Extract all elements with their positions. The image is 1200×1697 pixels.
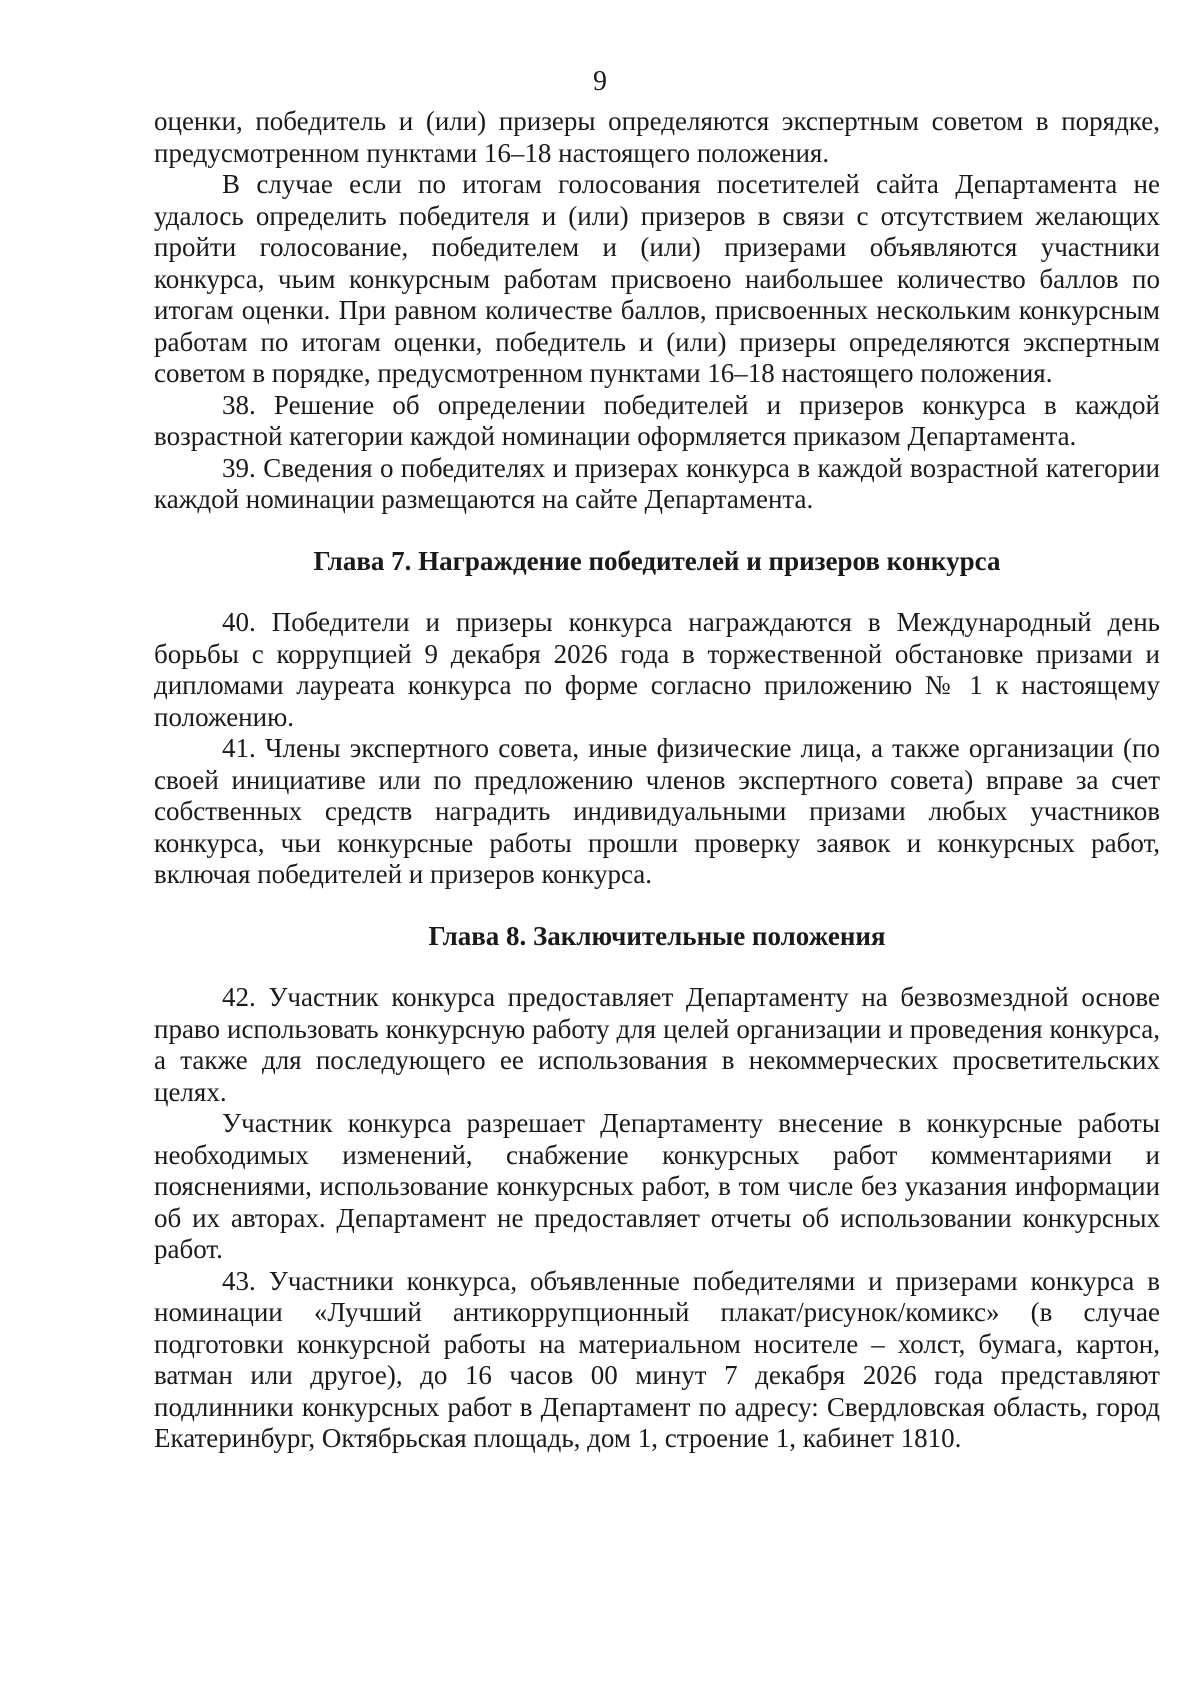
page-number: 9 xyxy=(593,66,607,97)
chapter-8-body xyxy=(154,982,1160,1455)
chapter-8-heading: Глава 8. Заключительные положения xyxy=(428,920,886,951)
paragraph-38: 38. Решение об определении победителей и призеров конкурса в каждой возрастной категории каждой номинации оформляется приказом Департамента. xyxy=(154,389,1160,451)
document-body xyxy=(154,106,1160,1455)
paragraph-42-continued: Участник конкурса разрешает Департаменту внесение в конкурсные работы необходимых изменений, снабжение конкурсных работ комментариями и пояснениями, использование конкурсных работ, в том числе без указания информации об их авторах. Департамент не предоставляет отчеты об использовании конкурсных работ. xyxy=(154,1108,1160,1264)
paragraph-voting-fallback: В случае если по итогам голосования посетителей сайта Департамента не удалось определить победителя и (или) призеров в связи с отсутствием желающих пройти голосование, победителем и (или) призерами объявляются участники конкурса, чьим конкурсным работам присвоено наибольшее количество баллов по итогам оценки. При равном количестве баллов, присвоенных нескольким конкурсным работам по итогам оценки, победитель и (или) призеры определяются экспертным советом в порядке, предусмотренном пунктами 16–18 настоящего положения. xyxy=(154,169,1160,388)
chapter-7-heading: Глава 7. Награждение победителей и призеров конкурса xyxy=(313,545,1001,576)
paragraph-43: 43. Участники конкурса, объявленные победителями и призерами конкурса в номинации «Лучший антикоррупционный плакат/рисунок/комикс» (в случае подготовки конкурсной работы на материальном носителе – холст, бумага, картон, ватман или другое), до 16 часов 00 минут 7 декабря 2026 года представляют подлинники конкурсных работ в Департамент по адресу: Свердловская область, город Екатеринбург, Октябрьская площадь, дом 1, строение 1, кабинет 1810. xyxy=(154,1265,1160,1453)
chapter-7-body xyxy=(154,607,1160,891)
paragraph-42: 42. Участник конкурса предоставляет Департаменту на безвозмездной основе право использовать конкурсную работу для целей организации и проведения конкурса, а также для последующего ее использования в некоммерческих просветительских целях. xyxy=(154,982,1160,1107)
paragraph-continuation: оценки, победитель и (или) призеры определяются экспертным советом в порядке, предусмотренном пунктами 16–18 настоящего положения. xyxy=(154,106,1160,168)
paragraph-39: 39. Сведения о победителях и призерах конкурса в каждой возрастной категории каждой номинации размещаются на сайте Департамента. xyxy=(154,452,1160,514)
paragraph-40: 40. Победители и призеры конкурса награждаются в Международный день борьбы с коррупцией 9 декабря 2026 года в торжественной обстановке призами и дипломами лауреата конкурса по форме согласно приложению № 1 к настоящему положению. xyxy=(154,607,1160,732)
paragraph-41: 41. Члены экспертного совета, иные физические лица, а также организации (по своей инициативе или по предложению членов экспертного совета) вправе за счет собственных средств наградить индивидуальными призами любых участников конкурса, чьи конкурсные работы прошли проверку заявок и конкурсных работ, включая победителей и призеров конкурса. xyxy=(154,733,1160,889)
